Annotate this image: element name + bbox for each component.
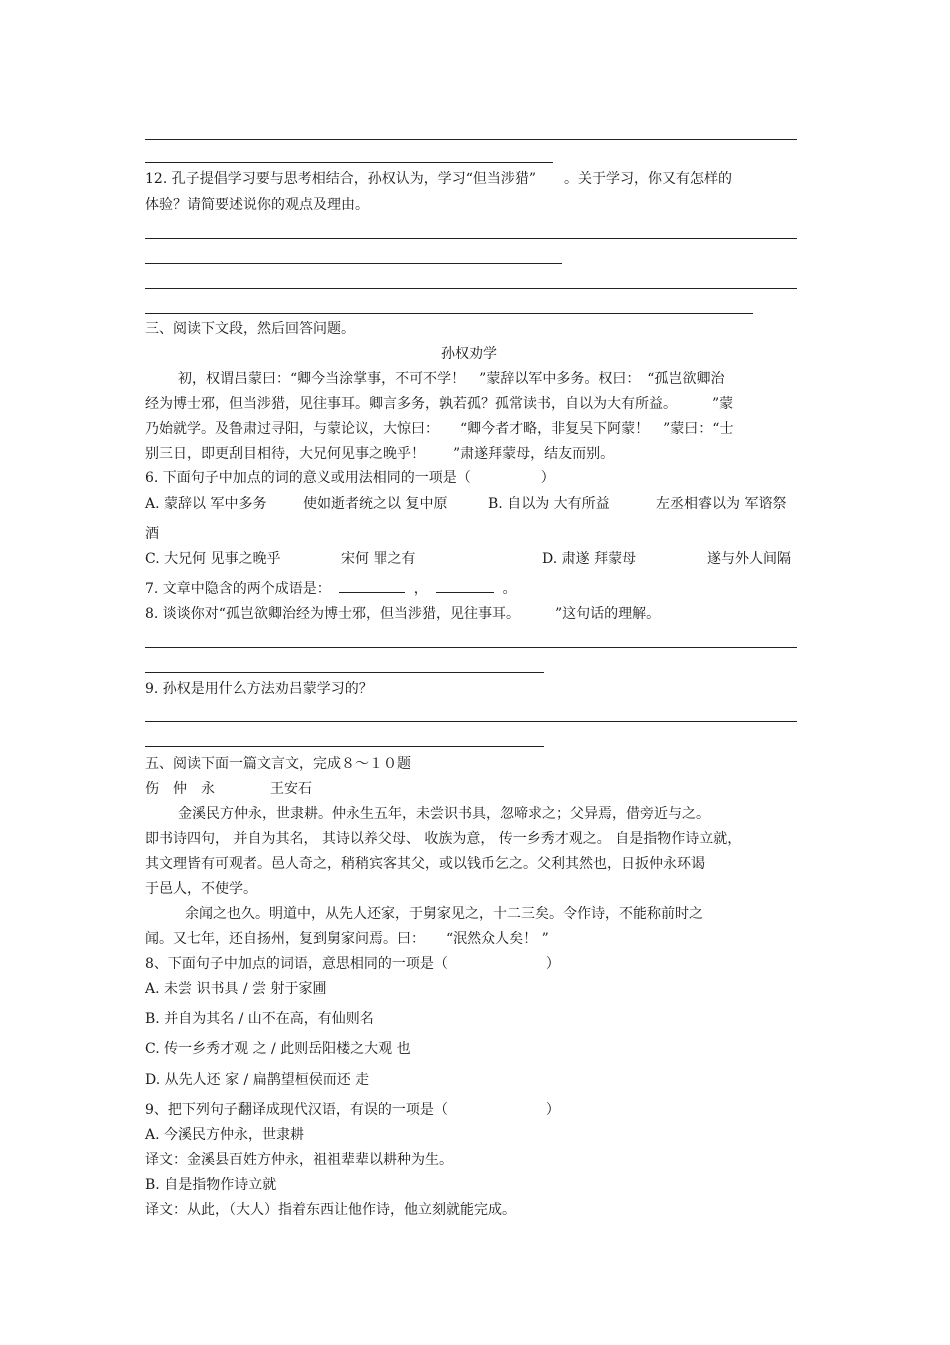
passage-line: 乃始就学。及鲁肃过寻阳，与蒙论议，大惊曰： “卿今者才略，非复吴下阿蒙！ ”蒙曰：“士 [145, 421, 734, 437]
answer-line[interactable] [145, 288, 797, 289]
passage-line: 于邑人，不使学。 [145, 881, 257, 897]
s5-q8-option-d[interactable]: D. 从先人还 家 / 扁鹊望桓侯而还 走 [145, 1072, 370, 1088]
q12-line1: 12. 孔子提倡学习要与思考相结合，孙权认为，学习“但当涉猎” 。关于学习，你又有怎样的 [145, 171, 733, 187]
s5-q9-option-a-translation: 译文：金溪县百姓方仲永，祖祖辈辈以耕种为生。 [145, 1152, 453, 1168]
s5-q8-option-c[interactable]: C. 传一乡秀才观 之 / 此则岳阳楼之大观 也 [145, 1041, 411, 1057]
q7-blank-2[interactable] [436, 580, 494, 593]
answer-line[interactable] [145, 238, 797, 239]
passage-line: 别三日，即更刮目相待，大兄何见事之晚乎！ ”肃遂拜蒙母，结友而别。 [145, 446, 615, 462]
s5-q9-option-a[interactable]: A. 今溪民方仲永，世隶耕 [145, 1127, 305, 1143]
q6-option-d-pair: 遂与外人间隔 [707, 551, 791, 567]
s5-q9-option-b[interactable]: B. 自是指物作诗立就 [145, 1177, 277, 1193]
s5-q8-stem: 8、下面句子中加点的词语，意思相同的一项是（ ） [145, 956, 560, 972]
answer-line[interactable] [145, 746, 544, 747]
section5-heading: 五、阅读下面一篇文言文，完成８～１０题 [145, 756, 411, 772]
q6-option-c[interactable]: C. 大兄何 见事之晚乎 [145, 551, 281, 567]
section5-author: 王安石 [270, 781, 312, 797]
q8-stem: 8. 谈谈你对“孤岂欲卿治经为博士邪，但当涉猎，见往事耳。 ”这句话的理解。 [145, 606, 661, 622]
s5-q8-option-a[interactable]: A. 未尝 识书具 / 尝 射于家圃 [145, 981, 327, 997]
q6-option-b-pair: 左丞相睿以为 军谘祭 [656, 496, 787, 512]
passage-line: 闻。又七年，还自扬州，复到舅家问焉。曰： “泯然众人矣！ ” [145, 931, 549, 947]
q7-blank-1[interactable] [339, 580, 405, 593]
section3-title: 孙权劝学 [441, 346, 497, 362]
q6-option-a-pair: 使如逝者统之以 复中原 [303, 496, 448, 512]
answer-line[interactable] [145, 162, 553, 163]
s5-q8-option-b[interactable]: B. 并自为其名 / 山不在高，有仙则名 [145, 1011, 374, 1027]
passage-line: 初，权谓吕蒙曰：“卿今当涂掌事，不可不学！ ”蒙辞以军中多务。权曰： “孤岂欲卿治 [178, 371, 725, 387]
q6-stem: 6. 下面句子中加点的词的意义或用法相同的一项是（ ） [145, 470, 555, 486]
q6-option-b-wrap: 酒 [145, 526, 159, 542]
q6-option-c-pair: 宋何 罪之有 [341, 551, 416, 567]
answer-line[interactable] [145, 647, 797, 648]
section5-title: 伤 仲 永 [145, 781, 215, 797]
passage-line: 即书诗四句， 并自为其名， 其诗以养父母、 收族为意， 传一乡秀才观之。 自是指物作诗立就， [145, 831, 742, 847]
q7-sep: ， [413, 581, 428, 597]
section3-heading: 三、阅读下文段，然后回答问题。 [145, 321, 355, 337]
s5-q9-option-b-translation: 译文：从此，（大人）指着东西让他作诗，他立刻就能完成。 [145, 1202, 516, 1218]
passage-line: 金溪民方仲永，世隶耕。仲永生五年，未尝识书具，忽啼求之；父异焉，借旁近与之。 [178, 806, 710, 822]
answer-line[interactable] [145, 139, 797, 140]
q7-stem [145, 580, 517, 598]
q7-end: 。 [502, 581, 517, 597]
answer-line[interactable] [145, 263, 562, 264]
q6-option-a[interactable]: A. 蒙辞以 军中多务 [145, 496, 267, 512]
answer-line[interactable] [145, 313, 753, 314]
answer-line[interactable] [145, 672, 544, 673]
answer-line[interactable] [145, 721, 797, 722]
passage-line: 余闻之也久。明道中，从先人还家，于舅家见之，十二三矣。令作诗，不能称前时之 [185, 906, 703, 922]
passage-line: 经为博士邪，但当涉猎，见往事耳。卿言多务，孰若孤？孤常读书，自以为大有所益。 ”蒙 [145, 396, 734, 412]
q6-option-b[interactable]: B. 自以为 大有所益 [488, 496, 610, 512]
s5-q9-stem: 9、把下列句子翻译成现代汉语，有误的一项是（ ） [145, 1102, 560, 1118]
q9-stem: 9. 孙权是用什么方法劝吕蒙学习的？ [145, 681, 373, 697]
q7-text: 7. 文章中隐含的两个成语是： [145, 581, 331, 597]
q12-line2: 体验？请简要述说你的观点及理由。 [145, 197, 369, 213]
q6-option-d[interactable]: D. 肃遂 拜蒙母 [542, 551, 637, 567]
passage-line: 其文理皆有可观者。邑人奇之，稍稍宾客其父，或以钱币乞之。父利其然也，日扳仲永环谒 [145, 856, 705, 872]
